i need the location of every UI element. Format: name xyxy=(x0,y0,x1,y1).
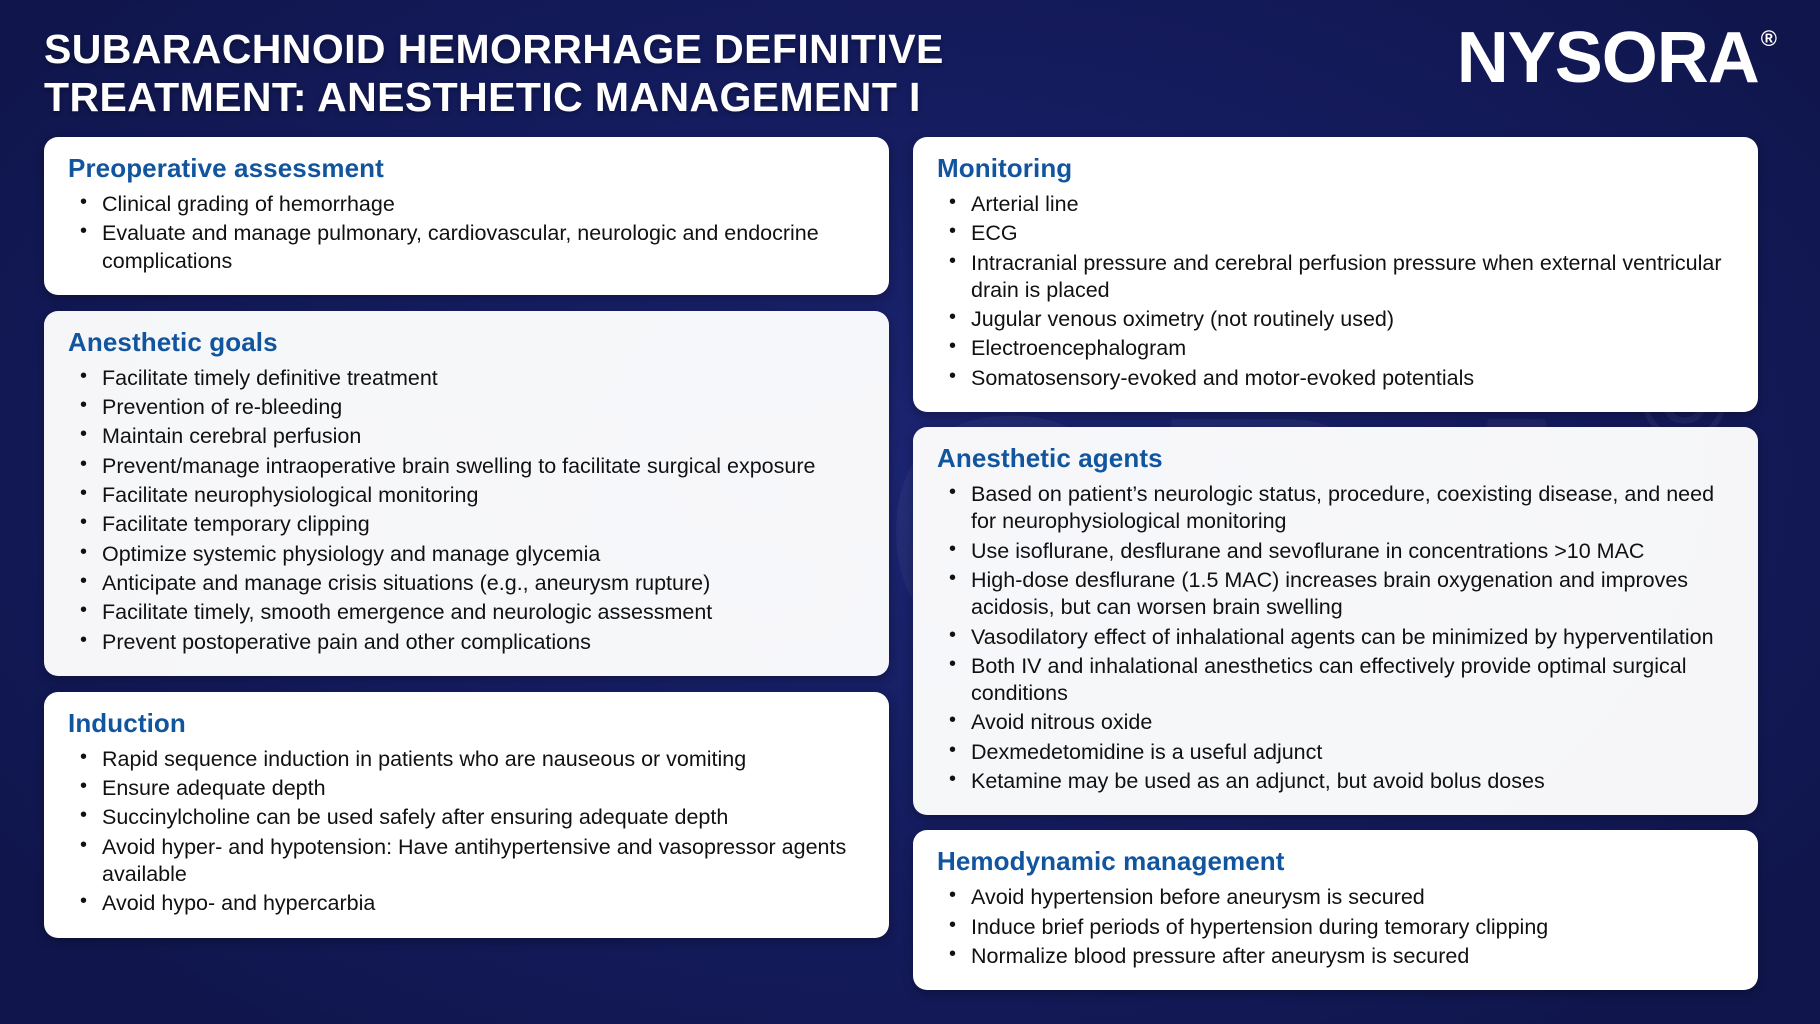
card-title: Anesthetic goals xyxy=(68,326,278,357)
list-item: • Both IV and inhalational anesthetics can effectively provide optimal surgical conditions xyxy=(937,653,1736,708)
list-item: • Normalize blood pressure after aneurysm is secured xyxy=(937,943,1736,970)
list-item: • Facilitate timely, smooth emergence and neurologic assessment xyxy=(68,599,867,626)
card-induction xyxy=(44,692,889,938)
card-title: Preoperative assessment xyxy=(68,153,384,183)
bullet-list xyxy=(937,884,1736,970)
list-item: • Avoid hyper- and hypotension: Have antihypertensive and vasopressor agents available xyxy=(68,834,867,889)
bullet-list xyxy=(937,481,1736,795)
card-preoperative-assessment xyxy=(44,137,889,295)
list-item: • Jugular venous oximetry (not routinely used) xyxy=(937,306,1736,333)
nysora-logo xyxy=(1456,18,1776,98)
content-columns xyxy=(0,137,1820,990)
card-title: Monitoring xyxy=(937,153,1073,183)
list-item: • Intracranial pressure and cerebral perfusion pressure when external ventricular drain is placed xyxy=(937,250,1736,305)
card-title: Anesthetic agents xyxy=(937,443,1163,474)
list-item: • Optimize systemic physiology and manage glycemia xyxy=(68,541,867,568)
list-item: • Maintain cerebral perfusion xyxy=(68,423,867,450)
card-anesthetic-agents xyxy=(913,427,1758,815)
card-title: Induction xyxy=(68,707,186,738)
list-item: • Avoid hypo- and hypercarbia xyxy=(68,890,867,917)
page-header xyxy=(0,0,1820,135)
list-item: • Anticipate and manage crisis situations (e.g., aneurysm rupture) xyxy=(68,570,867,597)
list-item: • Vasodilatory effect of inhalational agents can be minimized by hyperventilation xyxy=(937,624,1736,651)
list-item: • Dexmedetomidine is a useful adjunct xyxy=(937,739,1736,766)
list-item: • Avoid hypertension before aneurysm is secured xyxy=(937,884,1736,911)
list-item: • Induce brief periods of hypertension during temorary clipping xyxy=(937,914,1736,941)
list-item: • Somatosensory-evoked and motor-evoked potentials xyxy=(937,365,1736,392)
logo-text: NYSORA xyxy=(1456,18,1759,98)
card-monitoring xyxy=(913,137,1758,412)
list-item: • Use isoflurane, desflurane and sevoflurane in concentrations >10 MAC xyxy=(937,538,1736,565)
registered-trademark-icon: ® xyxy=(1760,26,1776,51)
list-item: • High-dose desflurane (1.5 MAC) increases brain oxygenation and improves acidosis, but can worsen brain swelling xyxy=(937,567,1736,622)
list-item: • Avoid nitrous oxide xyxy=(937,709,1736,736)
bullet-list xyxy=(68,365,867,656)
list-item: • Prevention of re-bleeding xyxy=(68,394,867,421)
list-item: • Facilitate temporary clipping xyxy=(68,511,867,538)
list-item: • Prevent/manage intraoperative brain swelling to facilitate surgical exposure xyxy=(68,453,867,480)
list-item: • Succinylcholine can be used safely after ensuring adequate depth xyxy=(68,804,867,831)
card-hemodynamic-management xyxy=(913,830,1758,990)
bullet-list xyxy=(937,191,1736,392)
list-item: • Evaluate and manage pulmonary, cardiovascular, neurologic and endocrine complications xyxy=(68,220,867,275)
list-item: • Facilitate neurophysiological monitoring xyxy=(68,482,867,509)
bullet-list xyxy=(68,191,867,275)
card-anesthetic-goals xyxy=(44,311,889,676)
list-item: • Based on patient’s neurologic status, procedure, coexisting disease, and need for neurophysiological monitoring xyxy=(937,481,1736,536)
bullet-list xyxy=(68,746,867,918)
list-item: • Clinical grading of hemorrhage xyxy=(68,191,867,218)
page-title: SUBARACHNOID HEMORRHAGE DEFINITIVE TREATMENT: ANESTHETIC MANAGEMENT I xyxy=(44,26,944,120)
list-item: • Ketamine may be used as an adjunct, but avoid bolus doses xyxy=(937,768,1736,795)
left-column xyxy=(44,137,889,990)
right-column xyxy=(913,137,1758,990)
card-title: Hemodynamic management xyxy=(937,846,1285,877)
list-item: • ECG xyxy=(937,220,1736,247)
list-item: • Ensure adequate depth xyxy=(68,775,867,802)
list-item: • Electroencephalogram xyxy=(937,335,1736,362)
list-item: • Prevent postoperative pain and other complications xyxy=(68,629,867,656)
list-item: • Facilitate timely definitive treatment xyxy=(68,365,867,392)
list-item: • Arterial line xyxy=(937,191,1736,218)
list-item: • Rapid sequence induction in patients who are nauseous or vomiting xyxy=(68,746,867,773)
